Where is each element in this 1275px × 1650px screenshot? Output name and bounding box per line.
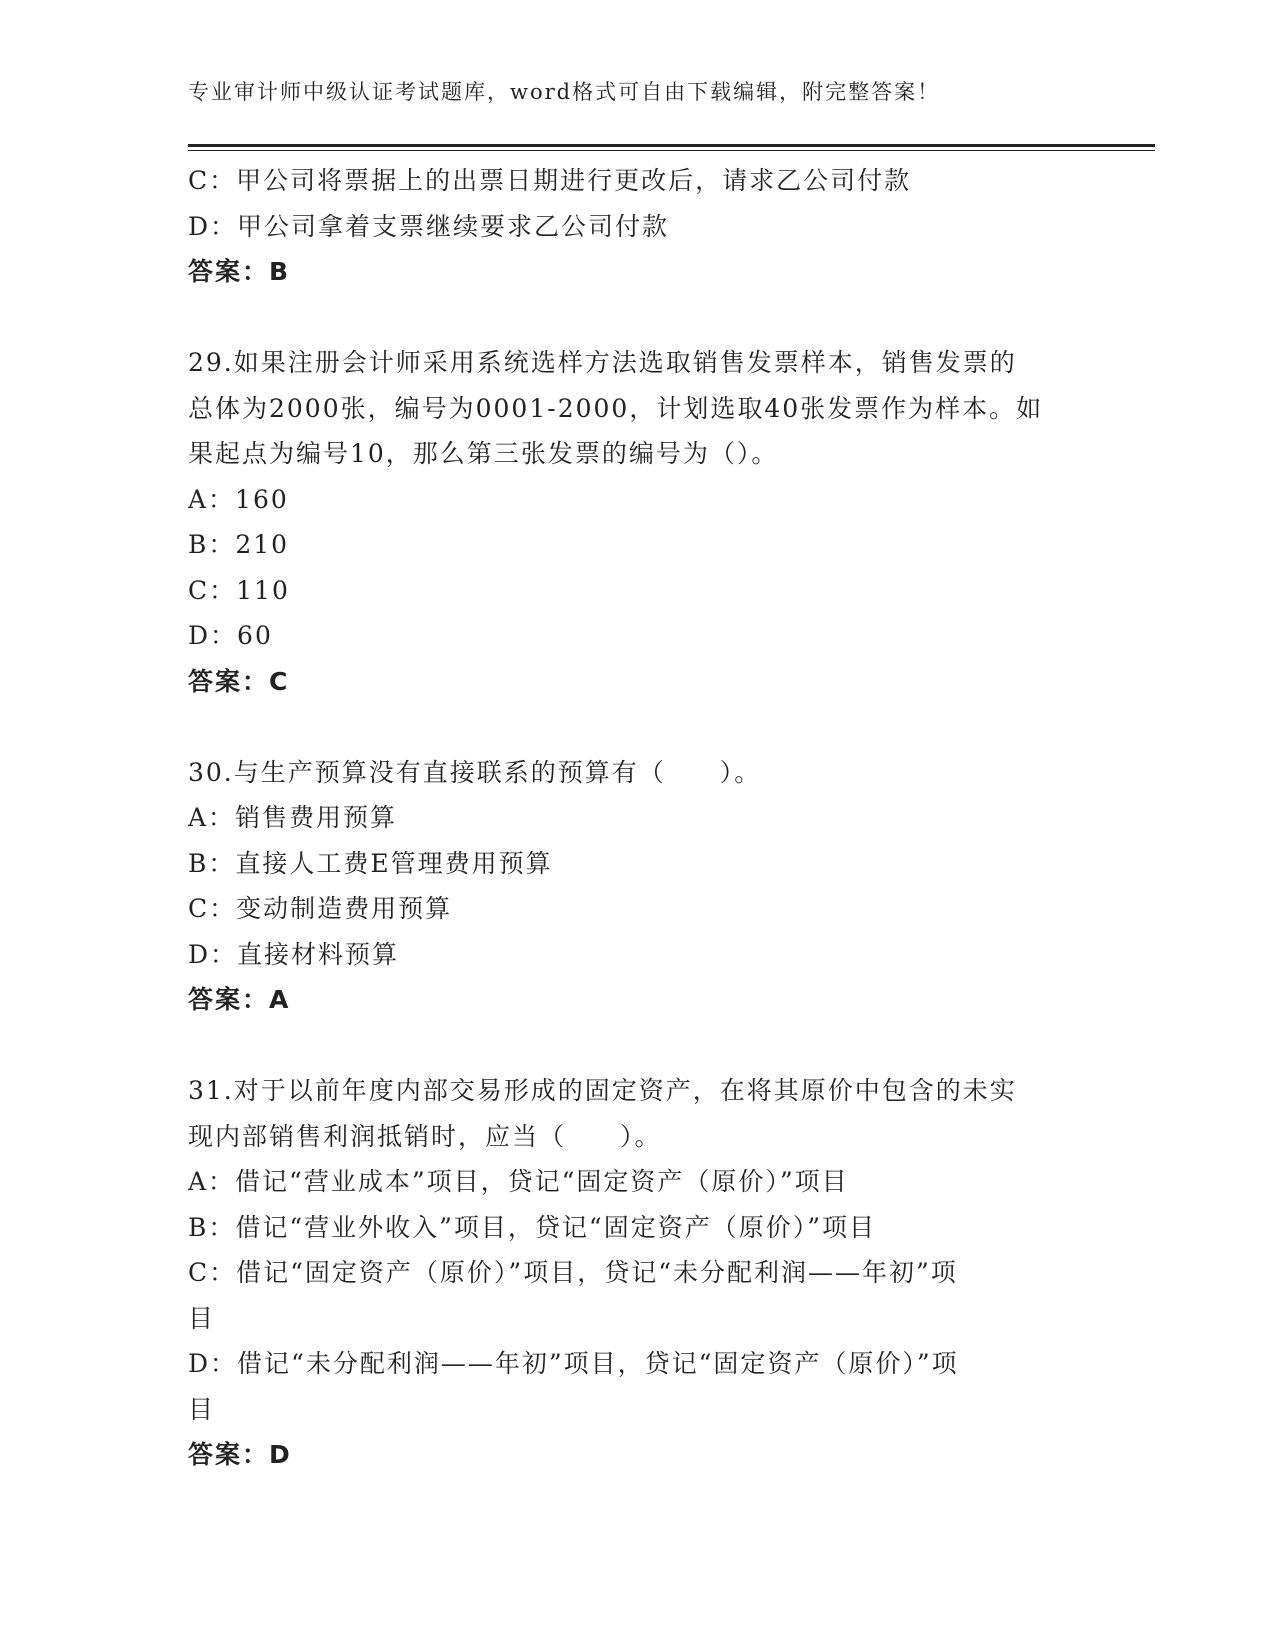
- question-29-text-line: 总体为2000张，编号为0001-2000，计划选取40张发票作为样本。如: [188, 393, 1044, 423]
- option-d-continued: 目: [188, 1394, 216, 1424]
- option-d: D：直接材料预算: [188, 939, 400, 969]
- option-a: A：销售费用预算: [188, 803, 398, 832]
- question-29-text-line: 29.如果注册会计师采用系统选样方法选取销售发票样本，销售发票的: [188, 348, 1017, 377]
- option-b: B：直接人工费E管理费用预算: [188, 848, 553, 878]
- option-c: C：变动制造费用预算: [188, 894, 453, 923]
- document-body: [188, 158, 1088, 1478]
- question-29-text-line: 果起点为编号10，那么第三张发票的编号为（）。: [188, 439, 779, 468]
- option-a: A：160: [188, 484, 289, 514]
- spacer: [188, 704, 1088, 750]
- spacer: [188, 1023, 1088, 1069]
- option-b: B：210: [188, 530, 290, 559]
- option-d: D：60: [188, 621, 273, 650]
- answer-line: 答案：B: [188, 257, 291, 286]
- option-d: D：借记“未分配利润——年初”项目，贷记“固定资产（原价）”项: [188, 1349, 959, 1378]
- answer-line: 答案：D: [188, 1440, 292, 1469]
- option-c: C：借记“固定资产（原价）”项目，贷记“未分配利润——年初”项: [188, 1258, 958, 1287]
- question-30-text-line: 30.与生产预算没有直接联系的预算有（ ）。: [188, 757, 762, 787]
- spacer: [188, 295, 1088, 341]
- header-rule-thin: [188, 150, 1155, 151]
- answer-line: 答案：A: [188, 985, 291, 1014]
- option-c-continued: 目: [188, 1303, 216, 1333]
- header-rule-thick: [188, 144, 1155, 147]
- option-d: D：甲公司拿着支票继续要求乙公司付款: [188, 211, 670, 241]
- page-header: 专业审计师中级认证考试题库，word格式可自由下载编辑，附完整答案！: [188, 80, 941, 104]
- question-31-text-line: 现内部销售利润抵销时，应当（ ）。: [188, 1121, 662, 1151]
- option-b: B：借记“营业外收入”项目，贷记“固定资产（原价）”项目: [188, 1212, 876, 1242]
- option-c: C：甲公司将票据上的出票日期进行更改后，请求乙公司付款: [188, 166, 912, 195]
- answer-line: 答案：C: [188, 666, 290, 696]
- option-a: A：借记“营业成本”项目，贷记“固定资产（原价）”项目: [188, 1167, 849, 1196]
- option-c: C：110: [188, 575, 290, 605]
- question-31-text-line: 31.对于以前年度内部交易形成的固定资产，在将其原价中包含的未实: [188, 1076, 1017, 1105]
